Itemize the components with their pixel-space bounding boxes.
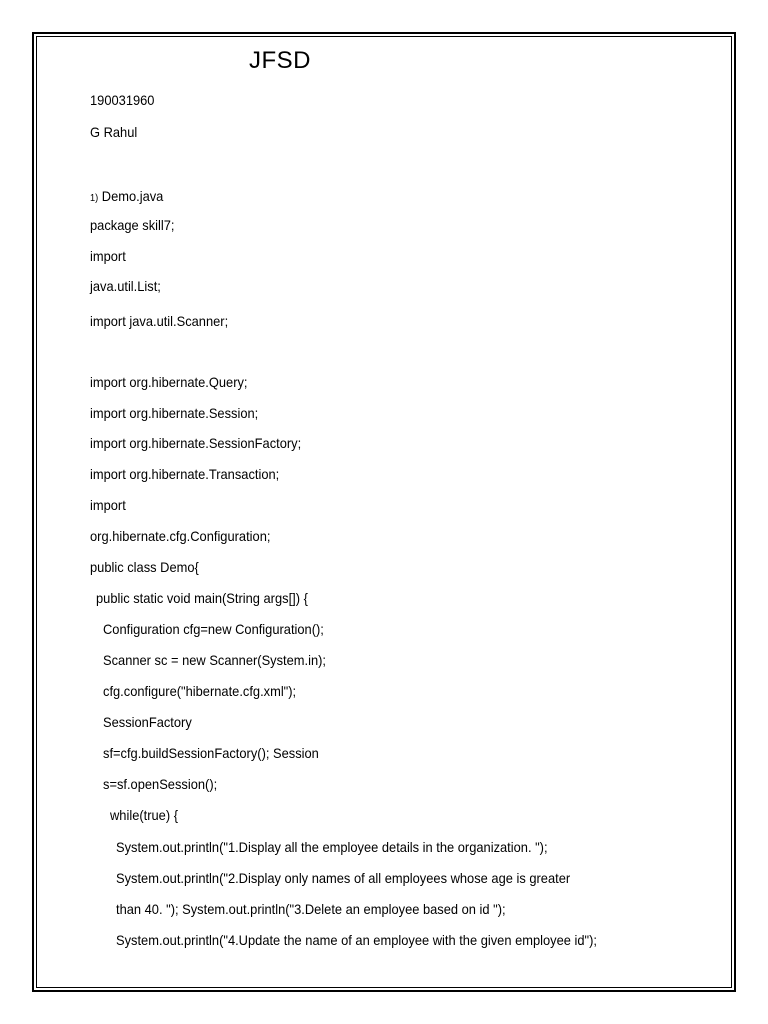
code-line: System.out.println("1.Display all the employee details in the organization. "); bbox=[116, 839, 548, 855]
section-file: Demo.java bbox=[101, 188, 164, 204]
code-line: java.util.List; bbox=[90, 278, 161, 294]
code-line: import org.hibernate.Transaction; bbox=[90, 466, 280, 482]
code-line: System.out.println("4.Update the name of an employee with the given employee id"); bbox=[116, 932, 597, 948]
code-line: Configuration cfg=new Configuration(); bbox=[103, 621, 324, 637]
code-line: import org.hibernate.Query; bbox=[90, 374, 248, 390]
code-line: sf=cfg.buildSessionFactory(); Session bbox=[103, 745, 319, 761]
code-line: SessionFactory bbox=[103, 714, 192, 730]
section-number: 1) bbox=[90, 193, 99, 204]
code-line: org.hibernate.cfg.Configuration; bbox=[90, 528, 271, 544]
code-line: import org.hibernate.Session; bbox=[90, 405, 259, 421]
code-line: public class Demo{ bbox=[90, 559, 199, 575]
code-line: public static void main(String args[]) { bbox=[96, 590, 308, 606]
code-line: package skill7; bbox=[90, 217, 175, 233]
code-line: Scanner sc = new Scanner(System.in); bbox=[103, 652, 326, 668]
code-line: than 40. "); System.out.println("3.Delete an employee based on id "); bbox=[116, 901, 506, 917]
code-line: s=sf.openSession(); bbox=[103, 776, 218, 792]
document-title: JFSD bbox=[249, 47, 311, 74]
code-line: import bbox=[90, 248, 126, 264]
code-line: import java.util.Scanner; bbox=[90, 313, 229, 329]
code-line: import org.hibernate.SessionFactory; bbox=[90, 435, 302, 451]
code-line: while(true) { bbox=[110, 807, 179, 823]
student-id: 190031960 bbox=[90, 92, 155, 108]
code-line: import bbox=[90, 497, 126, 513]
code-line: System.out.println("2.Display only names of all employees whose age is greater bbox=[116, 870, 571, 886]
code-line: cfg.configure("hibernate.cfg.xml"); bbox=[103, 683, 297, 699]
section-heading bbox=[90, 187, 163, 208]
student-name: G Rahul bbox=[90, 124, 138, 140]
